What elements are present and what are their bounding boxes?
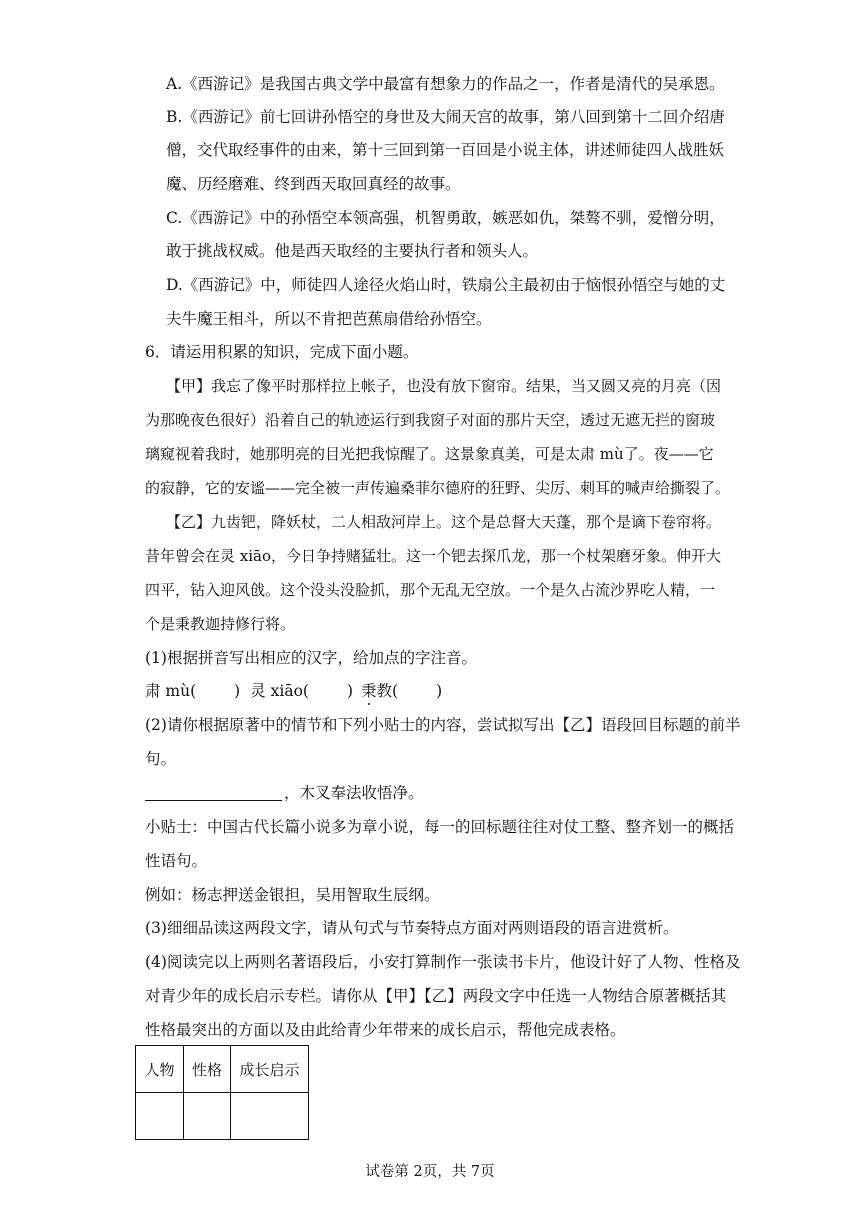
sub-question-3: (3)细细品读这两段文字，请从句式与节奏特点方面对两则语段的语言进赏析。 xyxy=(145,919,679,937)
passage-jia-line-1: 【甲】我忘了像平时那样拉上帐子，也没有放下窗帘。结果，当又圆又亮的月亮（因 xyxy=(166,377,722,395)
option-c-line-1: C.《西游记》中的孙悟空本领高强，机智勇敢，嫉恶如仇，桀骜不驯，爱憎分明， xyxy=(166,209,725,227)
table-cell-personality[interactable] xyxy=(184,1093,231,1140)
question-6-title: 6．请运用积累的知识，完成下面小题。 xyxy=(145,343,419,361)
pinyin-item-jiao: 教( xyxy=(376,682,399,700)
pinyin-answer-row: 肃 mù( ) 灵 xiāo( ) 秉教( ) xyxy=(145,682,443,700)
example-line: 例如：杨志押送金银担，吴用智取生辰纲。 xyxy=(145,886,440,904)
title-second-half: ，木叉奉法收悟净。 xyxy=(284,784,424,802)
title-fill-row xyxy=(145,783,424,803)
sub-question-4-line-2: 对青少年的成长启示专栏。请你从【甲】【乙】两段文字中任选一人物结合原著概括其 xyxy=(145,987,727,1005)
reading-card-table xyxy=(135,1045,309,1140)
option-b-line-3: 魔、历经磨难、终到西天取回真经的故事。 xyxy=(166,175,461,193)
table-cell-growth-insight[interactable] xyxy=(231,1093,309,1140)
sub-question-1: (1)根据拼音写出相应的汉字，给加点的字注音。 xyxy=(145,649,477,667)
passage-jia-line-2: 为那晚夜色很好）沿着自己的轨迹运行到我窗子对面的那片天空，透过无遮无拦的窗玻 xyxy=(145,411,716,429)
sub-question-4-line-1: (4)阅读完以上两则名著语段后，小安打算制作一张读书卡片，他设计好了人物、性格及 xyxy=(145,953,741,971)
passage-yi-line-4: 个是秉教迦持修行将。 xyxy=(145,615,296,633)
passage-yi-line-2: 昔年曾会在灵 xiāo，今日争持赌猛壮。这一个钯去探爪龙，那一个杖架磨牙象。伸开大 xyxy=(145,547,722,565)
passage-jia-line-3: 璃窥视着我时，她那明亮的目光把我惊醒了。这景象真美，可是太肃 mù了。夜——它 xyxy=(145,445,714,463)
page-footer: 试卷第 2页，共 7页 xyxy=(365,1164,495,1180)
tip-line-1: 小贴士：中国古代长篇小说多为章小说，每一的回标题往往对仗工整、整齐划一的概括 xyxy=(145,818,735,836)
option-c-line-2: 敢于挑战权威。他是西天取经的主要执行者和领头人。 xyxy=(166,242,539,260)
title-answer-blank[interactable] xyxy=(145,784,282,801)
passage-jia-line-4: 的寂静，它的安谧——完全被一声传遍桑菲尔德府的狂野、尖厉、刺耳的喊声给撕裂了。 xyxy=(145,479,731,497)
table-header-personality: 性格 xyxy=(184,1046,231,1093)
pinyin-item-xiao: 灵 xiāo( xyxy=(250,682,309,700)
sub-question-4-line-3: 性格最突出的方面以及由此给青少年带来的成长启示，帮他完成表格。 xyxy=(145,1021,626,1039)
table-header-growth-insight: 成长启示 xyxy=(231,1046,309,1093)
table-cell-character[interactable] xyxy=(136,1093,184,1140)
option-d-line-1: D.《西游记》中，师徒四人途径火焰山时，铁扇公主最初由于恼恨孙悟空与她的丈 xyxy=(166,276,726,294)
passage-yi-line-3: 四平，钻入迎风戗。这个没头没脸抓，那个无乱无空放。一个是久占流沙界吃人精，一 xyxy=(145,581,716,599)
table-header-character: 人物 xyxy=(136,1046,184,1093)
passage-yi-line-1: 【乙】九齿钯，降妖杖，二人相敌河岸上。这个是总督大天蓬，那个是谪下卷帘将。 xyxy=(166,513,722,531)
option-d-line-2: 夫牛魔王相斗，所以不肯把芭蕉扇借给孙悟空。 xyxy=(166,310,492,328)
dotted-char-bing: 秉 xyxy=(361,682,377,700)
sub-question-2-line-2: 句。 xyxy=(145,750,177,768)
option-a: A.《西游记》是我国古典文学中最富有想象力的作品之一，作者是清代的吴承恩。 xyxy=(166,75,725,93)
option-b-line-1: B.《西游记》前七回讲孙悟空的身世及大闹天宫的故事，第八回到第十二回介绍唐 xyxy=(166,108,725,126)
tip-line-2: 性语句。 xyxy=(145,852,208,870)
sub-question-2-line-1: (2)请你根据原著中的情节和下列小贴士的内容，尝试拟写出【乙】语段回目标题的前半 xyxy=(145,716,741,734)
pinyin-item-mu: 肃 mù( xyxy=(145,682,197,700)
option-b-line-2: 僧，交代取经事件的由来，第十三回到第一百回是小说主体，讲述师徒四人战胜妖 xyxy=(166,141,725,159)
